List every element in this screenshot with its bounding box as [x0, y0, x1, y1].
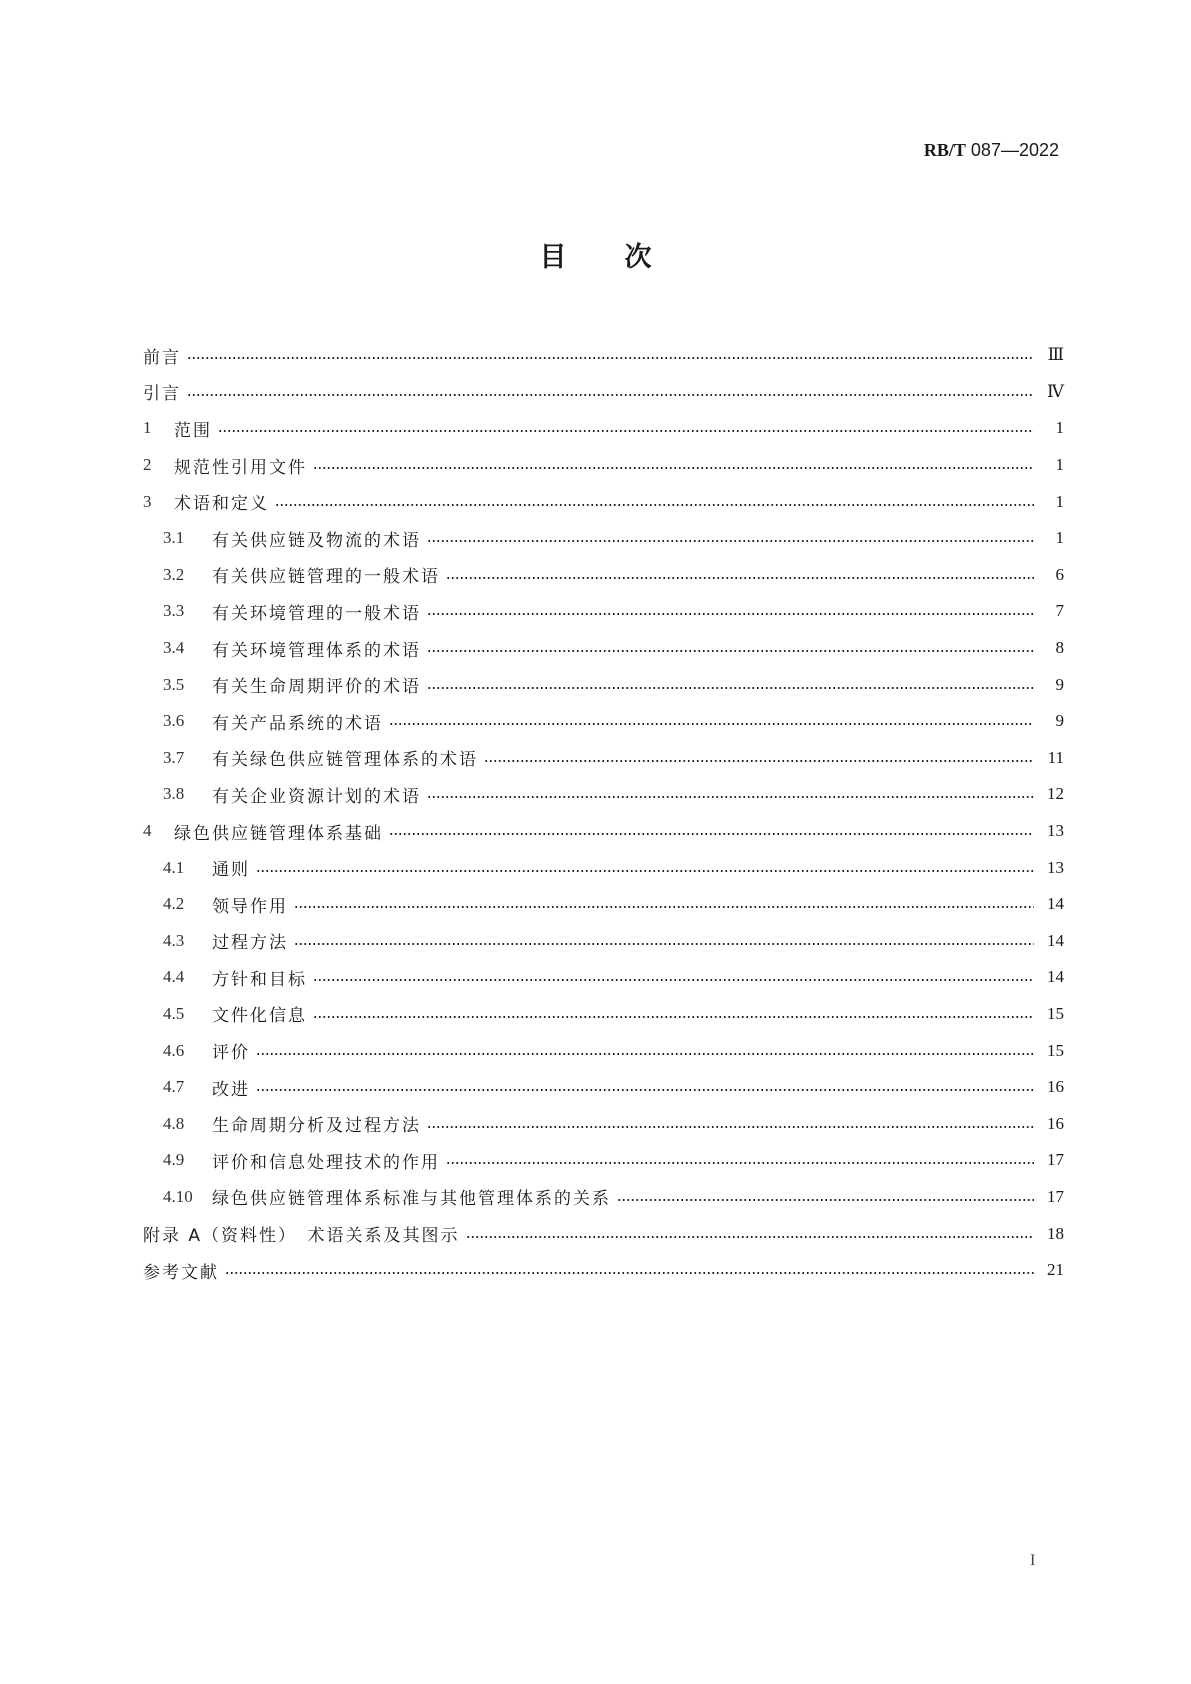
toc-entry-label: 评价和信息处理技术的作用 [212, 1152, 440, 1173]
toc-leader-dots [446, 1162, 1034, 1164]
toc-entry-number: 4.4 [163, 967, 185, 987]
toc-entry-page: 1 [1055, 418, 1064, 438]
toc-entry-page: 21 [1047, 1260, 1064, 1280]
toc-entry[interactable] [143, 410, 1064, 447]
toc-leader-dots [427, 540, 1034, 542]
toc-entry-page: Ⅳ [1047, 381, 1064, 401]
toc-entry-number: 3.2 [163, 564, 185, 584]
toc-entry[interactable] [143, 959, 1064, 996]
toc-entry[interactable] [143, 447, 1064, 484]
toc-entry[interactable] [143, 1142, 1064, 1179]
toc-entry[interactable] [143, 520, 1064, 557]
toc-entry-number: 4.2 [163, 894, 185, 914]
toc-entry-text [163, 745, 484, 770]
toc-leader-dots [313, 979, 1034, 981]
toc-leader-dots [427, 687, 1034, 689]
toc-entry-label: 术语和定义 [174, 494, 269, 515]
toc-entry-text [163, 782, 427, 807]
toc-entry-label: 通则 [212, 860, 250, 881]
toc-entry-label: 有关环境管理的一般术语 [212, 603, 421, 624]
toc-entry-number: 3.8 [163, 784, 185, 804]
toc-leader-dots [256, 1089, 1034, 1091]
toc-entry-label: 有关企业资源计划的术语 [212, 786, 421, 807]
toc-entry-page: 1 [1055, 455, 1064, 475]
toc-entry-label: 评价 [212, 1043, 250, 1064]
toc-entry-text [143, 1221, 466, 1246]
toc-entry[interactable] [143, 666, 1064, 703]
toc-entry-text [163, 599, 427, 624]
toc-entry-page: 1 [1055, 528, 1064, 548]
toc-entry[interactable] [143, 923, 1064, 960]
toc-entry-page: 9 [1055, 711, 1064, 731]
toc-leader-dots [466, 1236, 1034, 1238]
toc-entry-text [143, 343, 187, 368]
toc-entry-text [163, 855, 256, 880]
toc-entry-label: 规范性引用文件 [174, 457, 307, 478]
toc-entry-page: 13 [1047, 857, 1064, 877]
toc-entry-text [143, 453, 313, 478]
toc-entry-text [163, 1148, 446, 1173]
toc-entry-text [163, 1075, 256, 1100]
toc-entry[interactable] [143, 483, 1064, 520]
toc-entry-label: 范围 [174, 420, 212, 441]
toc-entry-page: 18 [1047, 1223, 1064, 1243]
toc-entry-page: 7 [1055, 601, 1064, 621]
toc-leader-dots [313, 1016, 1034, 1018]
toc-leader-dots [427, 650, 1034, 652]
toc-entry-number: 3.3 [163, 601, 185, 621]
toc-leader-dots [427, 1126, 1034, 1128]
toc-entry-number: 4.5 [163, 1003, 185, 1023]
toc-entry-page: 8 [1055, 638, 1064, 658]
toc-entry-text [163, 526, 427, 551]
toc-entry[interactable] [143, 1069, 1064, 1106]
toc-entry-page: 13 [1047, 821, 1064, 841]
toc-leader-dots [446, 577, 1034, 579]
toc-entry[interactable] [143, 374, 1064, 411]
toc-leader-dots [389, 833, 1034, 835]
toc-entry[interactable] [143, 740, 1064, 777]
toc-entry-number: 4 [143, 821, 152, 841]
standard-code-prefix: RB/T [923, 140, 966, 160]
toc-entry[interactable] [143, 337, 1064, 374]
toc-entry[interactable] [143, 703, 1064, 740]
toc-entry-number: 3.4 [163, 638, 185, 658]
toc-entry-page: 12 [1047, 784, 1064, 804]
toc-entry-page: 1 [1055, 491, 1064, 511]
toc-leader-dots [294, 943, 1034, 945]
toc-entry-number: 4.9 [163, 1150, 185, 1170]
toc-entry-number: 4.6 [163, 1040, 185, 1060]
toc-entry-page: 6 [1055, 564, 1064, 584]
toc-entry-page: 11 [1047, 747, 1064, 767]
toc-entry-number: 4.3 [163, 930, 185, 950]
table-of-contents [143, 337, 1064, 1288]
toc-entry-label: 方针和目标 [212, 969, 307, 990]
page-number: I [1030, 1552, 1036, 1569]
toc-leader-dots [275, 504, 1034, 506]
toc-entry-text [143, 416, 218, 441]
toc-entry-label: 绿色供应链管理体系标准与其他管理体系的关系 [212, 1189, 611, 1210]
toc-entry-number: 4.8 [163, 1113, 185, 1133]
toc-entry-page: 14 [1047, 967, 1064, 987]
toc-entry[interactable] [143, 776, 1064, 813]
standard-code-number: 087—2022 [965, 140, 1059, 160]
toc-entry-number: 1 [143, 418, 152, 438]
toc-entry-label: 引言 [143, 384, 181, 405]
toc-leader-dots [617, 1199, 1034, 1201]
toc-entry-page: 16 [1047, 1077, 1064, 1097]
toc-entry-text [163, 1184, 617, 1209]
toc-entry-label: 过程方法 [212, 933, 288, 954]
toc-entry-label: 领导作用 [212, 896, 288, 917]
toc-entry-text [143, 489, 275, 514]
toc-entry-label: 绿色供应链管理体系基础 [174, 823, 383, 844]
toc-entry-page: 14 [1047, 930, 1064, 950]
toc-entry-number: 3.7 [163, 747, 185, 767]
toc-entry-label: 附录 A（资料性） 术语关系及其图示 [143, 1226, 460, 1247]
toc-leader-dots [313, 467, 1034, 469]
toc-entry-text [163, 1111, 427, 1136]
toc-leader-dots [225, 1272, 1034, 1274]
toc-leader-dots [294, 906, 1034, 908]
toc-leader-dots [427, 613, 1034, 615]
toc-leader-dots [256, 870, 1034, 872]
toc-entry-page: 9 [1055, 674, 1064, 694]
toc-entry-text [163, 1001, 313, 1026]
toc-entry-text [163, 965, 313, 990]
toc-entry[interactable] [143, 593, 1064, 630]
toc-entry-page: 17 [1047, 1186, 1064, 1206]
toc-entry-label: 参考文献 [143, 1262, 219, 1283]
toc-entry-label: 有关绿色供应链管理体系的术语 [212, 750, 478, 771]
toc-entry-text [163, 562, 446, 587]
toc-entry-number: 3.6 [163, 711, 185, 731]
toc-leader-dots [484, 760, 1034, 762]
toc-entry-text [163, 928, 294, 953]
toc-entry-text [163, 892, 294, 917]
toc-entry-label: 有关环境管理体系的术语 [212, 640, 421, 661]
toc-entry-label: 改进 [212, 1079, 250, 1100]
toc-entry-text [163, 672, 427, 697]
toc-entry-number: 4.7 [163, 1077, 185, 1097]
toc-entry-number: 3.1 [163, 528, 185, 548]
toc-entry[interactable] [143, 813, 1064, 850]
toc-entry[interactable] [143, 1215, 1064, 1252]
toc-entry[interactable] [143, 1105, 1064, 1142]
toc-entry-page: 17 [1047, 1150, 1064, 1170]
toc-entry-page: 16 [1047, 1113, 1064, 1133]
toc-entry-label: 文件化信息 [212, 1006, 307, 1027]
toc-entry-number: 3 [143, 491, 152, 511]
toc-entry-page: 14 [1047, 894, 1064, 914]
toc-entry[interactable] [143, 557, 1064, 594]
toc-entry[interactable] [143, 996, 1064, 1033]
toc-entry-text [163, 636, 427, 661]
toc-leader-dots [389, 723, 1034, 725]
toc-entry[interactable] [143, 1179, 1064, 1216]
toc-entry-number: 2 [143, 455, 152, 475]
toc-entry-text [163, 1038, 256, 1063]
toc-entry-page: 15 [1047, 1003, 1064, 1023]
toc-entry-number: 4.10 [163, 1186, 193, 1206]
toc-entry-text [143, 379, 187, 404]
toc-entry[interactable] [143, 1032, 1064, 1069]
toc-leader-dots [187, 394, 1034, 396]
toc-entry-text [163, 709, 389, 734]
toc-entry[interactable] [143, 849, 1064, 886]
toc-leader-dots [187, 357, 1034, 359]
toc-entry[interactable] [143, 886, 1064, 923]
toc-leader-dots [256, 1053, 1034, 1055]
toc-entry-page: Ⅲ [1047, 345, 1064, 365]
toc-entry[interactable] [143, 630, 1064, 667]
toc-leader-dots [218, 430, 1034, 432]
toc-leader-dots [427, 796, 1034, 798]
toc-entry-number: 4.1 [163, 857, 185, 877]
toc-entry-page: 15 [1047, 1040, 1064, 1060]
toc-entry-text [143, 819, 389, 844]
page-title: 目次 [539, 242, 710, 273]
toc-entry-number: 3.5 [163, 674, 185, 694]
toc-entry-label: 有关生命周期评价的术语 [212, 677, 421, 698]
toc-entry-label: 生命周期分析及过程方法 [212, 1116, 421, 1137]
toc-entry-label: 有关产品系统的术语 [212, 713, 383, 734]
standard-code [924, 140, 1059, 161]
toc-entry-label: 有关供应链管理的一般术语 [212, 567, 440, 588]
toc-entry-label: 有关供应链及物流的术语 [212, 530, 421, 551]
toc-entry-label: 前言 [143, 347, 181, 368]
toc-entry[interactable] [143, 1252, 1064, 1289]
toc-entry-text [143, 1258, 225, 1283]
